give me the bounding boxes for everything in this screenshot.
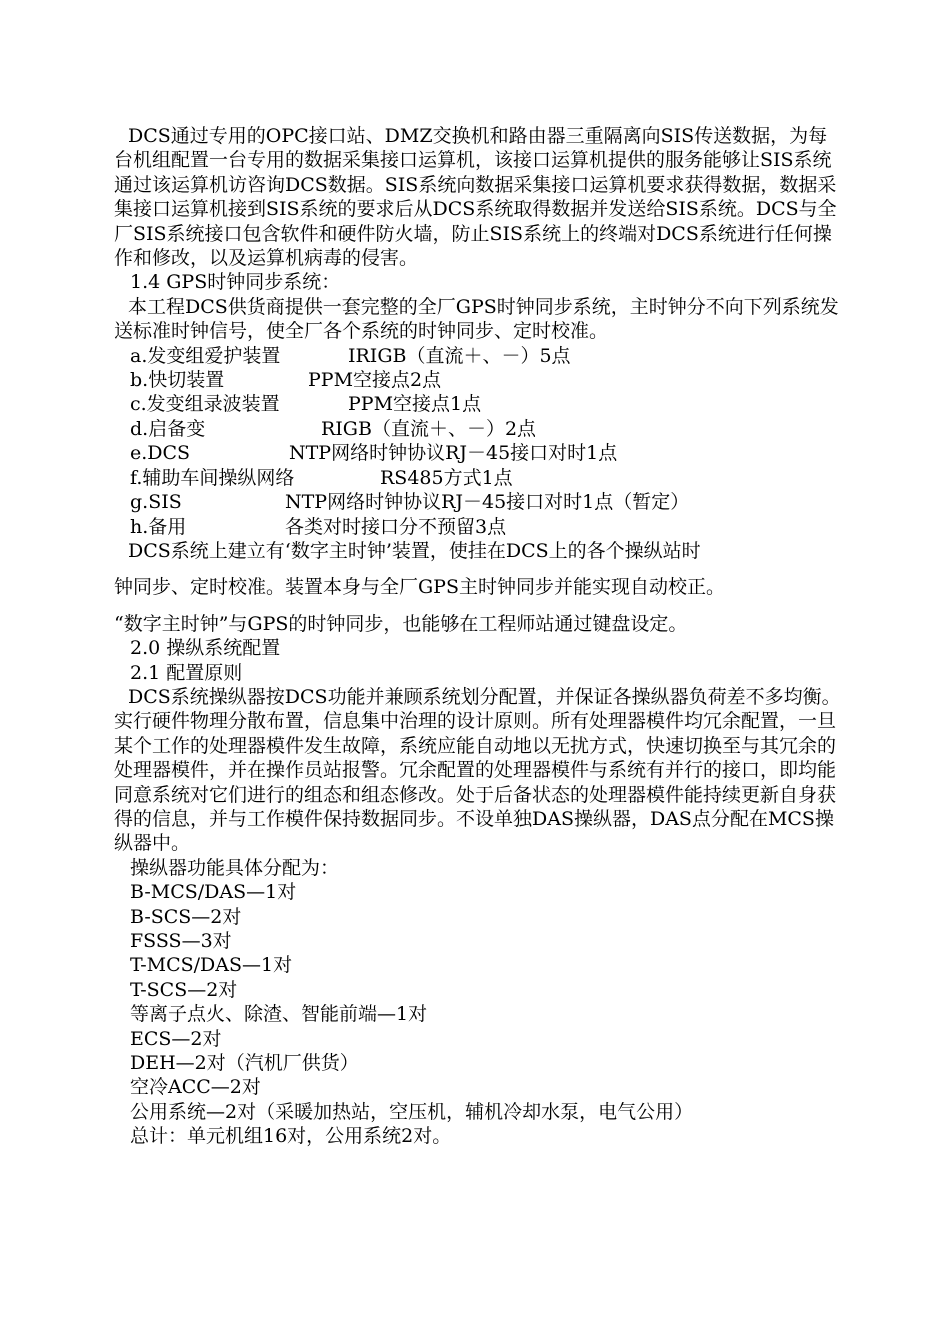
- list-item: [114, 344, 844, 368]
- paragraph-digital-clock-line1: DCS系统上建立有‘数字主时钟’装置，使挂在DCS上的各个操纵站时: [128, 539, 701, 562]
- paragraph-digital-clock-line3: “数字主时钟”与GPS的时钟同步，也能够在工程师站通过键盘设定。: [114, 612, 688, 635]
- list-item-name: b.快切装置: [130, 369, 225, 392]
- clock-sync-list: [114, 344, 844, 539]
- list-item: FSSS—3对: [130, 930, 232, 952]
- list-item-desc: IRIGB（直流＋、－）5点: [348, 344, 571, 367]
- document-page: [114, 124, 844, 1149]
- paragraph-digital-clock-line2: 钟同步、定时校准。装置本身与全厂GPS主时钟同步并能实现自动校正。: [114, 576, 725, 599]
- list-item: [114, 441, 844, 465]
- list-item-desc: NTP网络时钟协议RJ－45接口对时1点: [289, 442, 618, 465]
- list-item: [114, 368, 844, 392]
- list-item: B-MCS/DAS—1对: [130, 881, 297, 904]
- list-item: B-SCS—2对: [130, 905, 242, 928]
- paragraph-config-principle: DCS系统操纵器按DCS功能并兼顾系统划分配置，并保证各操纵器负荷差不多均衡。实行硬件物理分散布置，信息集中治理的设计原则。所有处理器模件均冗余配置，一旦某个工作的处理器模件发生故障，系统应能自动地以无扰方式，快速切换至与其冗余的处理器模件，并在操作员站报警。冗余配置的处理器模件与系统有并行的接口，即均能同意系统对它们进行的组态和组态修改。处于后备状态的处理器模件能持续更新自身获得的信息，并与工作模件保持数据同步。不设单独DAS操纵器，DAS点分配在MCS操纵器中。: [114, 685, 841, 855]
- allocation-title: 操纵器功能具体分配为：: [130, 856, 340, 879]
- list-item: [114, 490, 844, 514]
- list-item-name: c.发变组录波装置: [130, 393, 280, 416]
- heading-2-0-config: 2.0 操纵系统配置: [130, 637, 281, 660]
- list-item-desc: PPM空接点2点: [308, 369, 442, 392]
- list-item: [114, 466, 844, 490]
- list-item: [114, 417, 844, 441]
- list-item: 公用系统—2对（采暖加热站，空压机，辅机冷却水泵，电气公用）: [130, 1100, 694, 1123]
- paragraph-gps-intro: 本工程DCS供货商提供一套完整的全厂GPS时钟同步系统，主时钟分不向下列系统发送标准时钟信号，使全厂各个系统的时钟同步、定时校准。: [114, 295, 839, 343]
- list-item-desc: RIGB（直流＋、－）2点: [321, 417, 537, 440]
- list-item: ECS—2对: [130, 1027, 222, 1050]
- list-item: T-SCS—2对: [130, 978, 238, 1001]
- list-item-desc: NTP网络时钟协议RJ－45接口对时1点（暂定）: [285, 491, 690, 514]
- list-item: DEH—2对（汽机厂供货）: [130, 1052, 359, 1075]
- list-item-desc: 各类对时接口分不预留3点: [285, 515, 507, 538]
- list-item: 总计：单元机组16对，公用系统2对。: [130, 1125, 452, 1148]
- list-item-name: h.备用: [130, 515, 187, 538]
- list-item-name: f.辅助车间操纵网络: [130, 466, 295, 489]
- list-item-name: e.DCS: [130, 442, 191, 465]
- paragraph-sis-interface: DCS通过专用的OPC接口站、DMZ交换机和路由器三重隔离向SIS传送数据，为每台机组配置一台专用的数据采集接口运算机，该接口运算机提供的服务能够让SIS系统通过该运算机访咨询DCS数据。SIS系统向数据采集接口运算机要求获得数据，数据采集接口运算机接到SIS系统的要求后从DCS系统取得数据并发送给SIS系统。DCS与全厂SIS系统接口包含软件和硬件防火墙，防止SIS系统上的终端对DCS系统进行任何操作和修改，以及运算机病毒的侵害。: [114, 125, 837, 270]
- list-item: T-MCS/DAS—1对: [130, 954, 293, 977]
- list-item-desc: PPM空接点1点: [348, 393, 482, 416]
- list-item-desc: RS485方式1点: [380, 466, 513, 489]
- list-item-name: d.启备变: [130, 417, 206, 440]
- list-item-name: a.发变组爱护装置: [130, 344, 281, 367]
- list-item: [114, 392, 844, 416]
- list-item-name: g.SIS: [130, 491, 182, 514]
- list-item: [114, 515, 844, 539]
- heading-1-4-gps: 1.4 GPS时钟同步系统：: [130, 271, 341, 294]
- list-item: 等离子点火、除渣、智能前端—1对: [130, 1003, 428, 1026]
- controller-allocation-list: [114, 880, 844, 1148]
- heading-2-1-principle: 2.1 配置原则: [130, 661, 243, 684]
- list-item: 空冷ACC—2对: [130, 1076, 261, 1099]
